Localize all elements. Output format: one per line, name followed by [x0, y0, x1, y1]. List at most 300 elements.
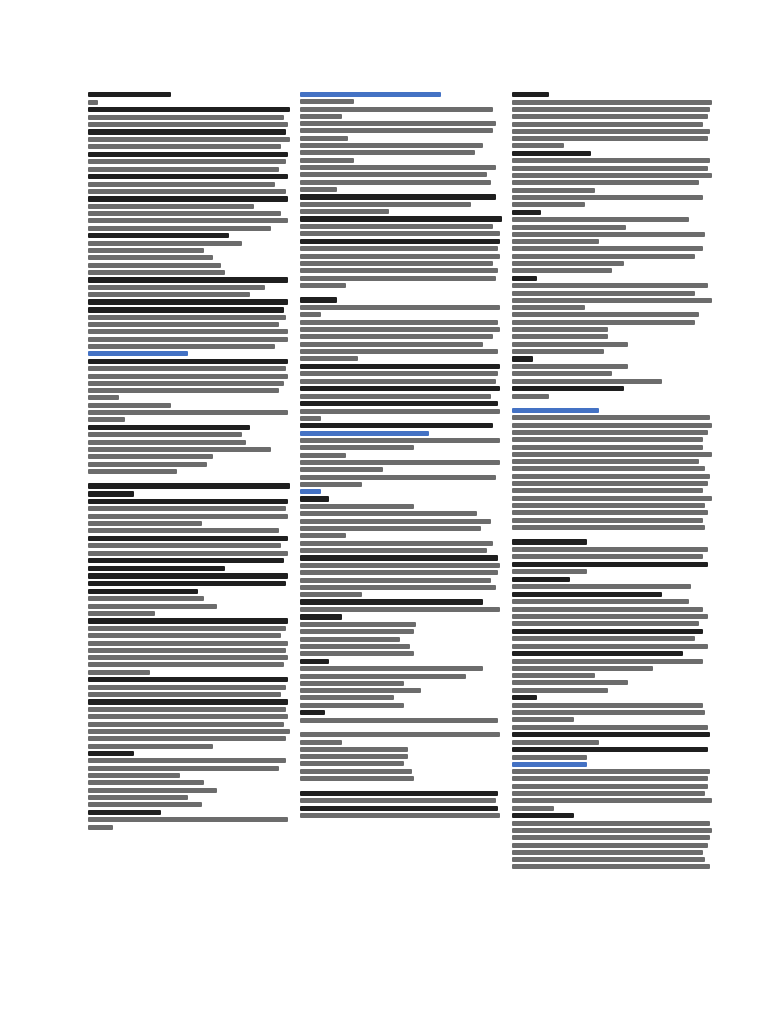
- text-line: [512, 813, 574, 818]
- text-line: [88, 122, 288, 127]
- text-line: [512, 107, 710, 112]
- text-line: [512, 688, 608, 693]
- text-line: [300, 496, 329, 501]
- text-line: [300, 614, 342, 619]
- text-line: [300, 143, 483, 148]
- text-line: [88, 677, 288, 682]
- text-line: [300, 688, 421, 693]
- text-line: [300, 718, 498, 723]
- text-line: [300, 578, 491, 583]
- text-line: [300, 747, 408, 752]
- text-line: [512, 217, 689, 222]
- text-line: [512, 430, 708, 435]
- text-line: [300, 504, 414, 509]
- text-line: [300, 386, 500, 391]
- text-line: [512, 584, 691, 589]
- text-line: [512, 525, 705, 530]
- text-line: [512, 143, 564, 148]
- text-line: [88, 604, 217, 609]
- text-line: [512, 158, 710, 163]
- text-line: [300, 754, 408, 759]
- text-line: [88, 344, 275, 349]
- text-line: [300, 511, 477, 516]
- text-line: [300, 150, 475, 155]
- text-line: [512, 710, 705, 715]
- text-line: [88, 626, 286, 631]
- text-line: [88, 714, 288, 719]
- text-line: [88, 729, 290, 734]
- text-line: [300, 334, 493, 339]
- text-line: [512, 496, 712, 501]
- text-line: [512, 136, 708, 141]
- text-line: [300, 261, 493, 266]
- text-line: [512, 769, 710, 774]
- text-line: [88, 425, 250, 430]
- text-line: [512, 644, 708, 649]
- text-line: [512, 466, 705, 471]
- text-line: [512, 791, 705, 796]
- text-line: [512, 474, 710, 479]
- text-line: [512, 518, 703, 523]
- text-line: [300, 548, 487, 553]
- text-line: [88, 685, 286, 690]
- text-line: [88, 692, 281, 697]
- text-line: [300, 629, 414, 634]
- text-line: [300, 526, 481, 531]
- text-line: [512, 92, 549, 97]
- text-line: [512, 100, 712, 105]
- text-line: [512, 481, 708, 486]
- text-line: [88, 589, 198, 594]
- text-line: [300, 651, 414, 656]
- text-line: [300, 136, 348, 141]
- text-line: [512, 562, 708, 567]
- text-line: [88, 107, 290, 112]
- text-line: [88, 218, 288, 223]
- text-line: [512, 843, 708, 848]
- text-line: [88, 359, 288, 364]
- text-line: [512, 651, 683, 656]
- text-line: [88, 633, 281, 638]
- text-line: [88, 263, 221, 268]
- text-line: [300, 533, 346, 538]
- text-line: [512, 268, 612, 273]
- text-line: [88, 699, 288, 704]
- text-line: [300, 297, 337, 302]
- text-line: [300, 305, 500, 310]
- text-line: [88, 129, 286, 134]
- text-line: [512, 607, 703, 612]
- text-line: [512, 445, 703, 450]
- text-line: [88, 100, 98, 105]
- text-line: [300, 180, 491, 185]
- text-line: [300, 416, 321, 421]
- text-line: [512, 415, 710, 420]
- text-line: [88, 241, 242, 246]
- text-line: [300, 813, 500, 818]
- text-line: [88, 499, 288, 504]
- text-line: [512, 510, 708, 515]
- text-line: [88, 670, 150, 675]
- text-line: [512, 129, 710, 134]
- text-column-2: [300, 92, 508, 821]
- text-line: [88, 558, 284, 563]
- text-line: [88, 137, 290, 142]
- text-line: [88, 825, 113, 830]
- text-line: [88, 454, 213, 459]
- text-line: [512, 291, 695, 296]
- text-line: [512, 371, 612, 376]
- text-line: [300, 254, 500, 259]
- text-line: [88, 395, 119, 400]
- text-line: [300, 268, 498, 273]
- text-line: [300, 349, 498, 354]
- text-line: [300, 107, 493, 112]
- text-line: [512, 202, 585, 207]
- text-line: [88, 115, 284, 120]
- text-column-1: [88, 92, 296, 832]
- text-line: [88, 462, 207, 467]
- text-line: [88, 722, 284, 727]
- text-line: [300, 607, 500, 612]
- text-line: [300, 659, 329, 664]
- text-line: [512, 776, 708, 781]
- text-line: [512, 342, 628, 347]
- text-line: [88, 204, 254, 209]
- text-line: [512, 394, 549, 399]
- text-line: [512, 717, 574, 722]
- text-line: [88, 491, 134, 496]
- text-line: [300, 570, 498, 575]
- text-line: [88, 596, 204, 601]
- text-line: [88, 366, 286, 371]
- text-line: [512, 283, 708, 288]
- text-line: [300, 99, 354, 104]
- text-line: [512, 239, 599, 244]
- text-line: [300, 555, 498, 560]
- text-line: [300, 187, 337, 192]
- text-line: [88, 817, 288, 822]
- text-line: [300, 224, 493, 229]
- text-line: [300, 489, 321, 494]
- text-line: [512, 254, 695, 259]
- text-line: [88, 521, 202, 526]
- text-line: [300, 732, 500, 737]
- text-line: [512, 850, 703, 855]
- text-line: [88, 299, 288, 304]
- text-line: [300, 791, 498, 796]
- text-line: [300, 563, 500, 568]
- text-line: [88, 410, 288, 415]
- text-line: [88, 403, 171, 408]
- text-line: [512, 452, 712, 457]
- text-line: [512, 659, 703, 664]
- text-line: [512, 554, 703, 559]
- text-line: [300, 482, 362, 487]
- text-line: [88, 351, 188, 356]
- text-line: [300, 541, 493, 546]
- text-line: [512, 173, 712, 178]
- text-line: [300, 158, 354, 163]
- text-line: [300, 202, 471, 207]
- text-line: [512, 621, 699, 626]
- text-line: [88, 329, 288, 334]
- text-line: [88, 277, 288, 282]
- text-line: [300, 423, 493, 428]
- text-line: [88, 551, 288, 556]
- text-line: [512, 666, 653, 671]
- text-line: [88, 159, 286, 164]
- text-line: [512, 695, 537, 700]
- text-line: [88, 167, 279, 172]
- text-line: [88, 514, 288, 519]
- text-line: [88, 440, 246, 445]
- text-line: [88, 211, 281, 216]
- text-line: [300, 710, 325, 715]
- text-line: [512, 305, 585, 310]
- text-line: [512, 166, 708, 171]
- text-line: [300, 394, 491, 399]
- text-line: [88, 736, 286, 741]
- text-line: [88, 483, 290, 488]
- text-line: [88, 144, 281, 149]
- text-line: [300, 761, 404, 766]
- text-line: [300, 379, 496, 384]
- text-line: [88, 611, 155, 616]
- text-line: [512, 821, 710, 826]
- text-line: [300, 246, 498, 251]
- text-line: [300, 209, 389, 214]
- text-line: [88, 795, 188, 800]
- text-line: [512, 122, 703, 127]
- text-line: [512, 423, 712, 428]
- text-line: [300, 239, 500, 244]
- text-line: [88, 315, 286, 320]
- text-line: [512, 364, 628, 369]
- text-line: [512, 327, 608, 332]
- text-line: [512, 755, 587, 760]
- text-line: [512, 747, 708, 752]
- text-column-3: [512, 92, 720, 872]
- text-line: [300, 798, 496, 803]
- text-line: [300, 519, 491, 524]
- text-line: [512, 725, 708, 730]
- text-line: [88, 788, 217, 793]
- text-line: [512, 151, 591, 156]
- text-line: [512, 232, 705, 237]
- text-line: [512, 437, 703, 442]
- text-line: [300, 695, 394, 700]
- text-line: [88, 536, 288, 541]
- text-line: [300, 475, 496, 480]
- text-line: [512, 835, 710, 840]
- text-line: [512, 503, 705, 508]
- text-line: [512, 547, 708, 552]
- text-line: [512, 195, 703, 200]
- text-line: [300, 283, 346, 288]
- text-line: [512, 334, 608, 339]
- text-line: [88, 432, 242, 437]
- text-line: [300, 276, 496, 281]
- text-line: [512, 114, 708, 119]
- text-line: [300, 431, 429, 436]
- text-line: [512, 569, 587, 574]
- text-line: [88, 566, 225, 571]
- text-line: [88, 751, 134, 756]
- text-line: [88, 618, 288, 623]
- text-line: [300, 806, 498, 811]
- text-line: [512, 488, 703, 493]
- text-line: [300, 585, 496, 590]
- text-line: [88, 506, 286, 511]
- text-line: [300, 681, 404, 686]
- text-line: [88, 662, 284, 667]
- text-line: [300, 194, 496, 199]
- text-line: [512, 246, 703, 251]
- text-line: [88, 447, 271, 452]
- text-line: [88, 573, 288, 578]
- text-line: [88, 152, 288, 157]
- text-line: [300, 320, 498, 325]
- text-line: [512, 276, 537, 281]
- text-line: [512, 408, 599, 413]
- text-line: [88, 766, 279, 771]
- text-line: [300, 644, 410, 649]
- text-line: [88, 655, 288, 660]
- text-line: [512, 703, 703, 708]
- text-line: [300, 92, 441, 97]
- text-line: [512, 180, 699, 185]
- text-line: [88, 226, 271, 231]
- text-line: [88, 641, 288, 646]
- text-line: [88, 388, 279, 393]
- text-line: [512, 680, 628, 685]
- text-line: [512, 356, 533, 361]
- text-line: [300, 114, 342, 119]
- text-line: [88, 189, 286, 194]
- text-line: [512, 599, 689, 604]
- text-line: [88, 182, 275, 187]
- text-line: [512, 349, 604, 354]
- text-line: [512, 386, 624, 391]
- text-line: [300, 172, 487, 177]
- text-line: [512, 857, 705, 862]
- text-line: [300, 165, 496, 170]
- text-line: [88, 802, 202, 807]
- text-line: [88, 773, 180, 778]
- text-line: [512, 614, 708, 619]
- text-line: [300, 776, 414, 781]
- text-line: [88, 707, 286, 712]
- text-line: [512, 636, 695, 641]
- text-line: [512, 539, 587, 544]
- text-line: [512, 459, 699, 464]
- text-line: [300, 599, 483, 604]
- text-line: [512, 864, 710, 869]
- text-line: [512, 577, 570, 582]
- text-line: [512, 806, 554, 811]
- text-line: [88, 255, 213, 260]
- text-line: [300, 592, 362, 597]
- text-line: [88, 810, 161, 815]
- text-line: [300, 231, 500, 236]
- text-line: [512, 762, 587, 767]
- text-line: [88, 270, 225, 275]
- text-line: [88, 417, 125, 422]
- text-line: [88, 780, 204, 785]
- text-line: [300, 453, 346, 458]
- text-line: [512, 629, 703, 634]
- text-line: [300, 121, 496, 126]
- text-line: [88, 285, 265, 290]
- text-line: [88, 581, 286, 586]
- text-line: [300, 740, 342, 745]
- text-line: [300, 128, 493, 133]
- text-line: [512, 261, 624, 266]
- text-line: [300, 401, 498, 406]
- text-line: [300, 371, 498, 376]
- text-line: [512, 673, 595, 678]
- text-line: [300, 637, 400, 642]
- text-line: [512, 592, 662, 597]
- text-line: [88, 528, 279, 533]
- text-line: [88, 196, 288, 201]
- text-line: [512, 798, 712, 803]
- text-line: [88, 744, 213, 749]
- text-line: [512, 312, 699, 317]
- text-line: [88, 233, 229, 238]
- text-line: [512, 732, 710, 737]
- text-line: [512, 210, 541, 215]
- text-line: [300, 703, 404, 708]
- text-line: [300, 342, 483, 347]
- text-line: [300, 364, 500, 369]
- text-line: [88, 381, 284, 386]
- text-line: [512, 828, 712, 833]
- text-line: [512, 320, 695, 325]
- text-line: [300, 622, 416, 627]
- text-line: [88, 174, 288, 179]
- text-line: [88, 337, 288, 342]
- text-line: [300, 356, 358, 361]
- text-line: [512, 784, 708, 789]
- text-line: [88, 648, 286, 653]
- text-line: [512, 740, 599, 745]
- text-line: [88, 322, 279, 327]
- text-line: [512, 379, 662, 384]
- text-line: [512, 188, 595, 193]
- text-line: [300, 327, 500, 332]
- text-line: [300, 216, 502, 221]
- text-line: [88, 292, 250, 297]
- text-line: [88, 92, 171, 97]
- text-line: [512, 298, 712, 303]
- text-line: [300, 769, 412, 774]
- text-line: [88, 469, 177, 474]
- text-line: [300, 467, 383, 472]
- text-line: [88, 307, 284, 312]
- text-line: [88, 543, 281, 548]
- text-line: [88, 248, 204, 253]
- text-line: [300, 666, 483, 671]
- text-line: [300, 409, 500, 414]
- text-line: [300, 674, 466, 679]
- text-line: [88, 374, 288, 379]
- text-line: [512, 225, 626, 230]
- text-line: [300, 438, 500, 443]
- text-line: [300, 312, 321, 317]
- text-line: [300, 445, 414, 450]
